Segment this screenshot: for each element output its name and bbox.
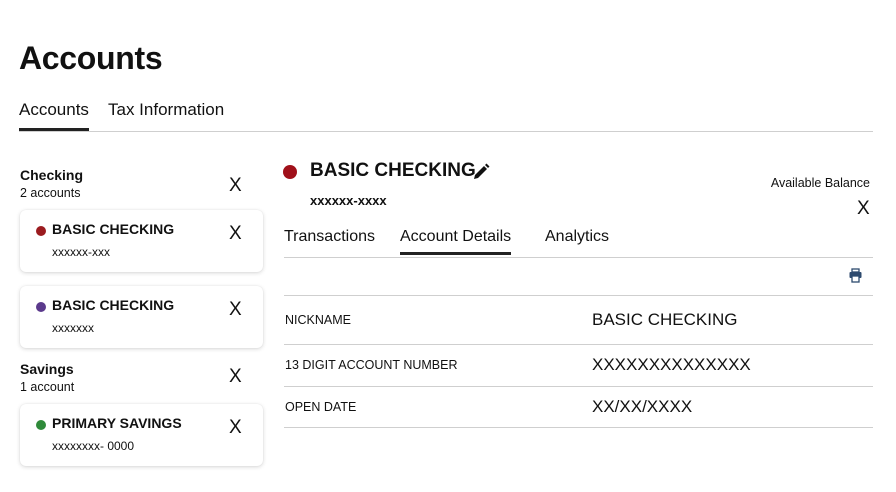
tab-analytics[interactable]: Analytics <box>545 228 610 245</box>
account-number: xxxxxx-xxx <box>52 245 110 259</box>
available-balance-label: Available Balance <box>770 176 870 190</box>
tab-tax-information[interactable]: Tax Information <box>108 100 225 119</box>
detail-tabs <box>284 228 873 258</box>
printer-icon[interactable] <box>848 268 863 283</box>
page-title: Accounts <box>19 40 163 76</box>
close-account-button[interactable]: X <box>229 299 242 320</box>
account-name: BASIC CHECKING <box>52 221 175 237</box>
group-savings <box>20 361 74 394</box>
close-account-button[interactable]: X <box>229 417 242 438</box>
group-title: Savings <box>20 361 74 377</box>
available-balance-value: X <box>857 198 870 219</box>
detail-row-label: NICKNAME <box>285 313 351 327</box>
account-color-dot <box>36 226 46 236</box>
account-number: xxxxxxxx- 0000 <box>52 439 135 453</box>
divider <box>284 386 873 387</box>
divider <box>284 344 873 345</box>
account-color-dot <box>36 302 46 312</box>
detail-row-label: OPEN DATE <box>285 400 357 414</box>
account-card[interactable] <box>20 286 263 348</box>
tab-transactions[interactable]: Transactions <box>284 228 375 245</box>
account-name: PRIMARY SAVINGS <box>52 415 182 431</box>
group-checking <box>20 167 83 200</box>
account-name: BASIC CHECKING <box>52 297 175 313</box>
detail-row-label: 13 DIGIT ACCOUNT NUMBER <box>285 358 458 372</box>
group-title: Checking <box>20 167 84 183</box>
group-count: 2 accounts <box>20 186 81 200</box>
divider <box>284 427 873 428</box>
divider <box>284 295 873 296</box>
account-card[interactable] <box>20 210 263 272</box>
account-number: xxxxxxx <box>52 321 94 335</box>
main-tabs <box>19 100 873 132</box>
account-color-dot <box>36 420 46 430</box>
close-group-savings-button[interactable]: X <box>229 366 242 387</box>
detail-row-value: BASIC CHECKING <box>592 310 738 329</box>
tab-account-details[interactable]: Account Details <box>400 228 511 255</box>
detail-row-value: XX/XX/XXXX <box>592 397 693 416</box>
account-card[interactable] <box>20 404 263 466</box>
group-count: 1 account <box>20 380 75 394</box>
detail-row-value: XXXXXXXXXXXXXX <box>592 355 751 374</box>
close-account-button[interactable]: X <box>229 223 242 244</box>
tab-accounts[interactable]: Accounts <box>19 100 89 131</box>
detail-account-number: xxxxxx-xxxx <box>310 193 387 208</box>
close-group-checking-button[interactable]: X <box>229 175 242 196</box>
detail-account-name: BASIC CHECKING <box>310 160 476 181</box>
detail-color-dot <box>283 165 297 179</box>
pencil-icon[interactable] <box>471 162 491 182</box>
